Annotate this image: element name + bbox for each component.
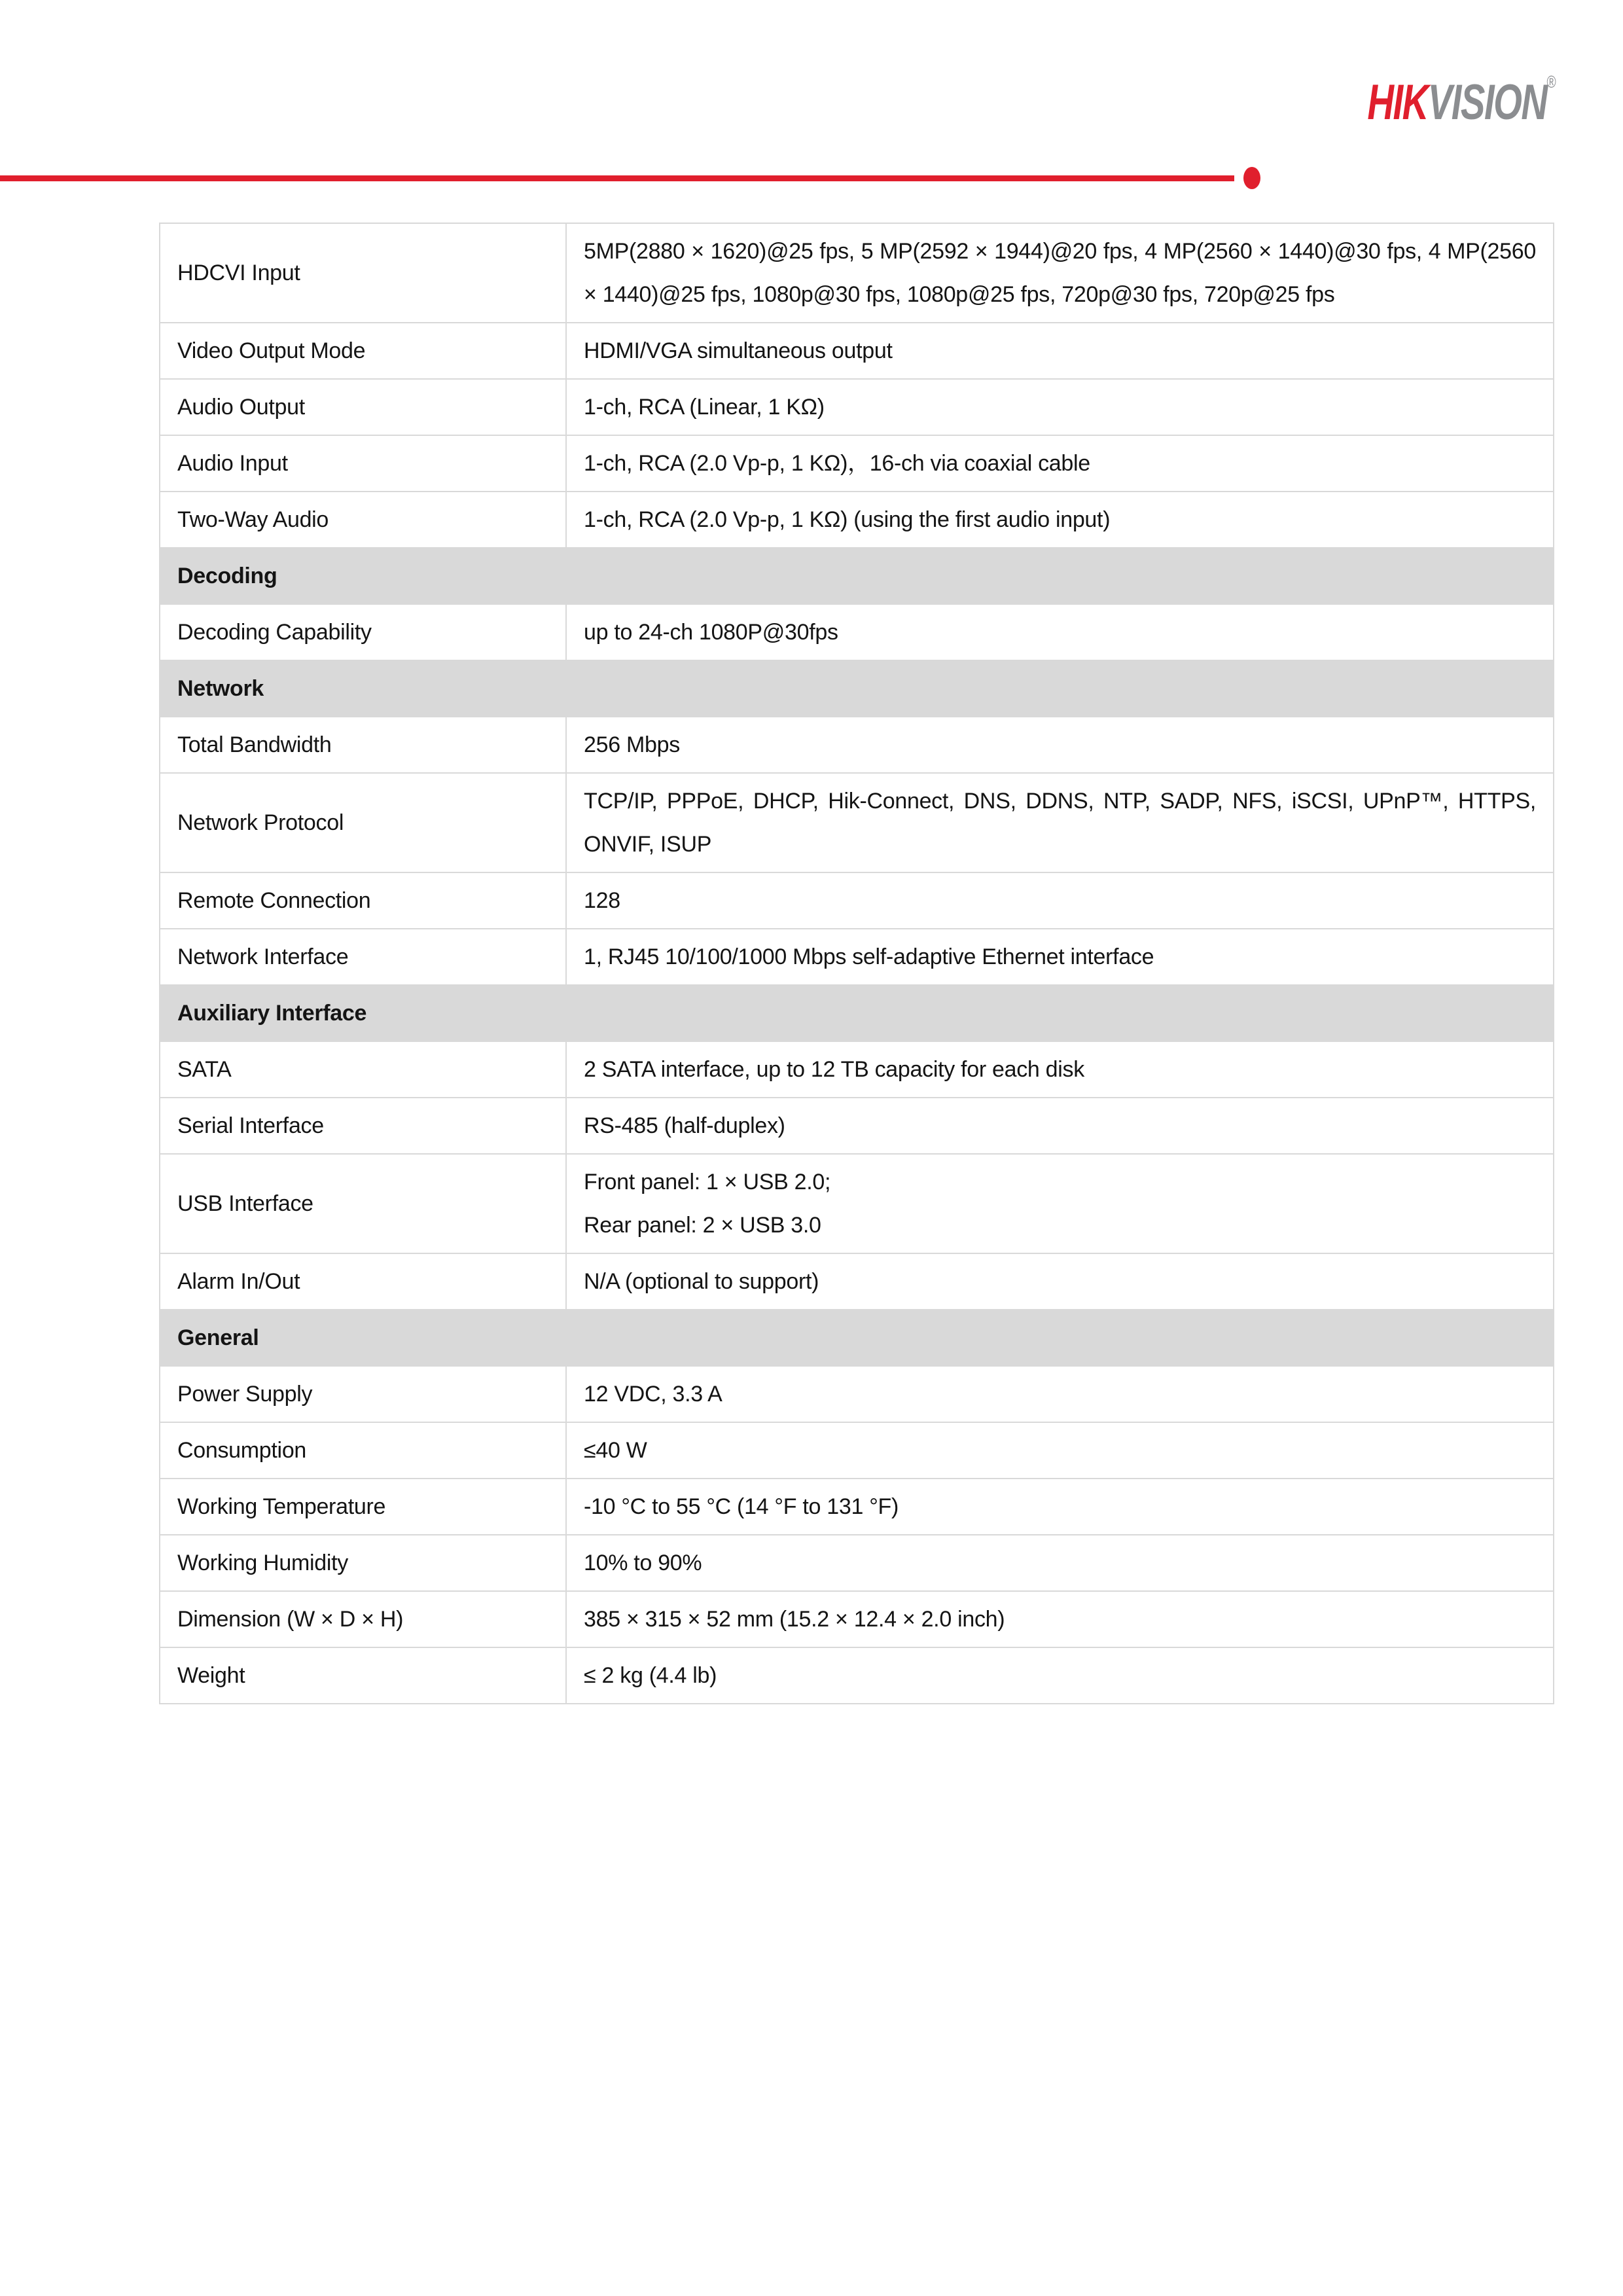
spec-row [160, 223, 1554, 323]
spec-row [160, 1479, 1554, 1535]
spec-label-cell: Video Output Mode [160, 323, 566, 379]
spec-label-cell: Audio Output [160, 379, 566, 435]
spec-value-line: 128 [584, 888, 620, 913]
section-header-row [160, 548, 1554, 604]
brand-divider-dot-icon [1243, 167, 1260, 189]
spec-row [160, 872, 1554, 929]
spec-value-cell [566, 773, 1554, 872]
spec-row [160, 717, 1554, 773]
spec-value-cell [566, 1154, 1554, 1253]
section-header-row [160, 1310, 1554, 1366]
spec-value-line: 1, RJ45 10/100/1000 Mbps self-adaptive Ethernet interface [584, 944, 1154, 969]
spec-value-cell [566, 1479, 1554, 1535]
spec-row [160, 1098, 1554, 1154]
spec-label-cell: Weight [160, 1647, 566, 1704]
spec-value-line: ≤40 W [584, 1438, 647, 1463]
spec-table-body [160, 223, 1554, 1704]
spec-label-cell: Serial Interface [160, 1098, 566, 1154]
spec-label-cell: Total Bandwidth [160, 717, 566, 773]
spec-row [160, 1154, 1554, 1253]
spec-label-cell: USB Interface [160, 1154, 566, 1253]
spec-label-cell: Two-Way Audio [160, 492, 566, 548]
spec-value-line: up to 24-ch 1080P@30fps [584, 620, 838, 645]
spec-label-cell: Working Temperature [160, 1479, 566, 1535]
spec-row [160, 1253, 1554, 1310]
section-header-row [160, 985, 1554, 1041]
spec-value-line: Rear panel: 2 × USB 3.0 [584, 1213, 821, 1238]
spec-label-cell: Remote Connection [160, 872, 566, 929]
spec-row [160, 929, 1554, 985]
spec-value-line: 1-ch, RCA (Linear, 1 KΩ) [584, 395, 825, 420]
spec-value-cell [566, 379, 1554, 435]
spec-value-cell [566, 1098, 1554, 1154]
section-header-cell: Auxiliary Interface [160, 985, 1554, 1041]
section-header-cell: General [160, 1310, 1554, 1366]
spec-value-line: 2 SATA interface, up to 12 TB capacity for each disk [584, 1057, 1084, 1082]
spec-value-cell [566, 223, 1554, 323]
section-header-cell: Network [160, 660, 1554, 717]
spec-value-line: 12 VDC, 3.3 A [584, 1382, 722, 1407]
spec-value-line: TCP/IP, PPPoE, DHCP, Hik-Connect, DNS, DDNS, NTP, SADP, NFS, iSCSI, UPnP™, HTTPS, ONVIF, ISUP [584, 789, 1536, 857]
spec-value-cell [566, 1647, 1554, 1704]
spec-row [160, 604, 1554, 660]
spec-value-cell [566, 872, 1554, 929]
spec-value-cell [566, 717, 1554, 773]
spec-label-cell: Dimension (W × D × H) [160, 1591, 566, 1647]
spec-row [160, 1591, 1554, 1647]
spec-row [160, 1366, 1554, 1422]
spec-value-cell [566, 1041, 1554, 1098]
spec-row [160, 1647, 1554, 1704]
logo-hik: HIK [1367, 75, 1429, 130]
spec-value-line: 10% to 90% [584, 1551, 702, 1575]
section-header-cell: Decoding [160, 548, 1554, 604]
spec-value-line: Front panel: 1 × USB 2.0; [584, 1170, 831, 1194]
spec-row [160, 1535, 1554, 1591]
spec-label-cell: SATA [160, 1041, 566, 1098]
spec-value-line: -10 °C to 55 °C (14 °F to 131 °F) [584, 1494, 899, 1519]
spec-value-line: 256 Mbps [584, 732, 680, 757]
spec-label-cell: Network Interface [160, 929, 566, 985]
spec-label-cell: Decoding Capability [160, 604, 566, 660]
spec-row [160, 773, 1554, 872]
spec-row [160, 1041, 1554, 1098]
spec-label-cell: Power Supply [160, 1366, 566, 1422]
spec-value-line: 1-ch, RCA (2.0 Vp-p, 1 KΩ) (using the first audio input) [584, 507, 1111, 532]
spec-label-cell: Audio Input [160, 435, 566, 492]
brand-divider-rule [0, 175, 1234, 181]
spec-value-cell [566, 1366, 1554, 1422]
spec-value-line: HDMI/VGA simultaneous output [584, 338, 893, 363]
spec-value-line: N/A (optional to support) [584, 1269, 819, 1294]
spec-value-cell [566, 492, 1554, 548]
spec-row [160, 492, 1554, 548]
spec-value-cell [566, 929, 1554, 985]
registered-mark-icon: ® [1546, 72, 1556, 92]
spec-value-line: RS-485 (half-duplex) [584, 1113, 785, 1138]
logo-vision: VISION [1428, 75, 1547, 130]
spec-value-line: 5MP(2880 × 1620)@25 fps, 5 MP(2592 × 1944)@20 fps, 4 MP(2560 × 1440)@30 fps, 4 MP(2560 × 1440)@25 fps, 1080p@30 fps, 1080p@25 fps, 720p@30 fps, 720p@25 fps [584, 239, 1536, 307]
spec-label-cell: Consumption [160, 1422, 566, 1479]
spec-value-cell [566, 604, 1554, 660]
spec-label-cell: Alarm In/Out [160, 1253, 566, 1310]
spec-value-cell [566, 435, 1554, 492]
spec-value-cell [566, 1535, 1554, 1591]
spec-label-cell: Working Humidity [160, 1535, 566, 1591]
spec-value-line: 385 × 315 × 52 mm (15.2 × 12.4 × 2.0 inch) [584, 1607, 1005, 1632]
spec-label-cell: Network Protocol [160, 773, 566, 872]
spec-value-cell [566, 1422, 1554, 1479]
hikvision-logo [1368, 73, 1556, 128]
spec-row [160, 323, 1554, 379]
spec-value-line: 1-ch, RCA (2.0 Vp-p, 1 KΩ)，16-ch via coaxial cable [584, 451, 1090, 476]
spec-value-cell [566, 323, 1554, 379]
spec-value-cell [566, 1253, 1554, 1310]
spec-label-cell: HDCVI Input [160, 223, 566, 323]
spec-value-cell [566, 1591, 1554, 1647]
spec-table [159, 223, 1554, 1704]
spec-row [160, 379, 1554, 435]
section-header-row [160, 660, 1554, 717]
spec-value-line: ≤ 2 kg (4.4 lb) [584, 1663, 717, 1688]
spec-row [160, 435, 1554, 492]
spec-row [160, 1422, 1554, 1479]
